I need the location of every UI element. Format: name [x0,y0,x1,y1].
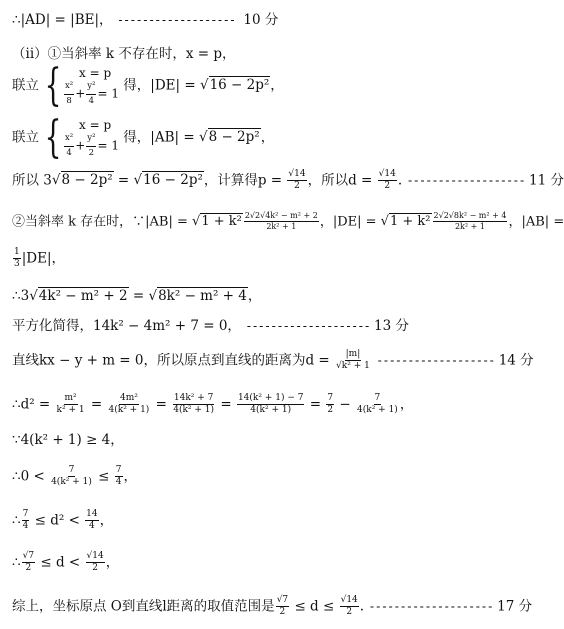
line-9-dash: -------------------- [245,319,370,333]
frac-num: y² [86,133,96,146]
frac-num: 7 [115,466,123,477]
fraction [287,170,306,192]
line-4 [12,112,552,163]
text-run: ∵4(k² + 1) ≥ 4， [12,432,124,448]
frac-num: 14(k² + 1) − 7 [237,394,305,405]
sqrt-expr: √8 − 2p² [198,129,260,146]
frac-num: √14 [86,552,105,563]
fraction [22,510,30,532]
line-16-dash: -------------------- [368,599,493,614]
line-9 [12,320,552,334]
frac-num: 4m² [119,394,139,405]
text-run: ≤ [93,468,114,485]
frac-den: 4(k² + 1) [357,405,398,416]
sqrt-radicand: 8 − 2p² [61,172,113,189]
frac-num: y² [86,81,96,94]
text-run: ∴d² = [12,396,55,413]
frac-den: 3 [14,259,20,270]
line-1 [12,14,552,28]
text-run: = [86,396,107,413]
text-run: ≤ d² < [30,512,85,529]
sqrt-expr: √8 − 2p² [51,172,113,189]
fraction [50,466,93,488]
line-4-suffix: 得，|AB| = [123,129,199,146]
fraction [22,552,35,574]
line-3-end: ， [270,77,284,94]
sqrt-radicand: 4k² − m² + 2 [38,288,128,304]
system-2 [63,117,119,159]
sqrt-radicand: 1 + k² [201,214,242,230]
system-2-eq1: x = p [79,117,112,132]
line-3-prefix: 联立 [12,77,39,94]
frac-den: 8 [66,95,72,106]
line-10-dash: ------------------- [376,353,495,368]
frac-num: 14 [85,510,98,521]
line-3-suffix: 得，|DE| = [123,77,200,94]
line-16-score: 17 分 [497,598,533,615]
frac-num: m² [64,394,78,405]
text-run: ≤ d < [36,554,85,571]
text-run: = [216,396,236,413]
brace-icon: { [44,60,62,111]
fraction [340,596,359,618]
fraction [56,394,86,416]
line-2 [12,48,552,62]
fraction [108,394,151,416]
eq-rest: = 1 [97,138,119,153]
frac-num: 2√2√8k² − m² + 4 [433,212,508,222]
frac-num: x² [64,81,74,94]
frac-num: |m| [345,350,362,361]
line-15 [12,552,552,574]
frac-den: 2 [279,607,286,618]
fraction [13,248,21,270]
text-run: ，|DE| = [319,214,381,230]
frac-den: 4(k² + 1) [51,477,92,488]
text-run: ②当斜率 k 存在时，∵|AB| = [12,214,193,230]
line-1-dash: ------------------- [116,13,236,27]
eq-rest: = 1 [97,86,119,101]
line-7 [12,248,552,270]
line-1-score: 10 分 [243,12,279,28]
line-3 [12,60,552,111]
text-run: ，|AB| = [508,214,564,230]
sqrt-radicand: 8k² − m² + 4 [158,288,247,304]
text-run: ≤ d ≤ [290,598,339,615]
frac-num: √7 [276,596,289,607]
text-run: 平方化简得，14k² − 4m² + 7 = 0， [12,318,241,334]
line-10-score: 14 分 [498,352,534,369]
line-16 [12,596,552,618]
frac-num: 2√2√4k² − m² + 2 [244,212,319,222]
text-run: . [397,172,403,189]
frac-den: 2k² + 1 [454,222,485,232]
sqrt-radicand: 1 + k² [389,214,431,230]
line-13 [12,466,552,488]
frac-den: 2 [88,147,95,158]
line-4-end: ， [260,129,275,146]
text-run: = [305,396,326,413]
sqrt-radicand: 8 − 2p² [208,129,260,146]
sqrt-expr: √16 − 2p² [199,77,270,94]
text-run: ∴ [12,512,21,529]
text-run: = [151,396,172,413]
line-12 [12,434,552,448]
text-run: 直线kx − y + m = 0，所以原点到直线的距离为d = [12,352,335,369]
fraction [326,394,334,416]
frac-den: 4 [66,147,72,158]
frac-den: 2 [92,563,98,574]
frac-num: 7 [22,510,30,521]
frac-num: 7 [68,466,76,477]
text-run: = [128,288,149,304]
frac-den: 2 [384,181,391,192]
frac-den: 2k² + 1 [266,222,297,232]
frac-den: 4 [89,521,95,532]
sqrt-expr: √1 + k² [192,214,242,230]
system-1-eq2: $\frac{\text{x²}}{8}$ + $\frac{\text{y²}}{4}$ = 1 [65,81,119,106]
text-run: ， [123,468,138,485]
frac-num: 1 [13,248,21,259]
fraction [276,596,289,618]
sqrt-expr: √16 − 2p² [133,172,203,189]
text-run: |DE|， [21,250,66,267]
fraction [115,466,123,488]
fraction [356,394,399,416]
frac-den: 2 [294,181,300,192]
line-9-score: 13 分 [374,318,410,334]
line-5-dash: ------------------- [406,173,525,188]
system-1 [63,65,119,107]
fraction [86,552,105,574]
fraction [244,212,319,232]
frac-den: k² + 1 [56,405,85,416]
line-14 [12,510,552,532]
fraction [85,510,98,532]
brace-icon: { [44,112,62,163]
frac-num: 7 [374,394,382,405]
text-run: = [113,172,134,189]
text-run: ，计算得p = [203,172,287,189]
line-6 [12,211,564,232]
text-run: ， [399,396,414,413]
frac-num: √14 [287,170,306,181]
text-run: ∴0 < [12,468,50,485]
fraction [378,170,397,192]
text-run: ，所以d = [307,172,377,189]
frac-num: x² [64,133,74,146]
frac-den: √k² + 1 [336,361,370,372]
text-run: ， [99,512,114,529]
sqrt-radicand: 16 − 2p² [209,77,270,94]
sqrt-radicand: 16 − 2p² [143,172,203,189]
frac-den: 2 [346,607,353,618]
line-2-text: （ii）①当斜率 k 不存在时，x = p， [12,46,236,62]
frac-num: √7 [22,552,35,563]
text-run: 综上，坐标原点 O到直线l距离的取值范围是 [12,598,275,615]
text-run: ， [247,288,262,304]
line-4-prefix: 联立 [12,129,39,146]
fraction [172,394,215,416]
fraction [433,212,508,232]
text-run: ， [105,554,120,571]
frac-den: 2 [327,405,334,416]
fraction [237,394,305,416]
text-run: . [359,598,365,615]
sqrt-expr: √1 + k² [380,214,431,230]
system-2-eq2: $\frac{\text{x²}}{4}$ + $\frac{\text{y²}}{2}$ = 1 [65,133,119,158]
frac-num: 14k² + 7 [173,394,215,405]
line-5 [12,169,564,192]
line-11 [12,394,552,416]
frac-num: √14 [378,170,397,181]
sqrt-expr: √4k² − m² + 2 [29,288,128,304]
text-run: ∴3 [12,288,30,304]
frac-den: 2 [25,563,32,574]
line-8 [12,290,552,304]
frac-den: 4(k² + 1) [173,405,215,416]
frac-num: 7 [326,394,334,405]
text-run: − [335,396,356,413]
frac-num: √14 [340,596,359,607]
fraction [335,350,371,372]
text-run: ∴ [12,554,21,571]
system-1-eq1: x = p [79,65,112,80]
line-10 [12,350,552,372]
frac-den: 4 [88,95,95,106]
frac-den: 4 [115,477,122,488]
frac-den: 4 [22,521,29,532]
sqrt-expr: √8k² − m² + 4 [148,288,247,304]
frac-den: 4(k² + 1) [250,405,292,416]
line-1-text: ∴|AD| = |BE|， [12,12,113,28]
text-run: 所以 3 [12,172,52,189]
frac-den: 4(k² + 1) [108,405,150,416]
line-5-score: 11 分 [529,172,564,189]
